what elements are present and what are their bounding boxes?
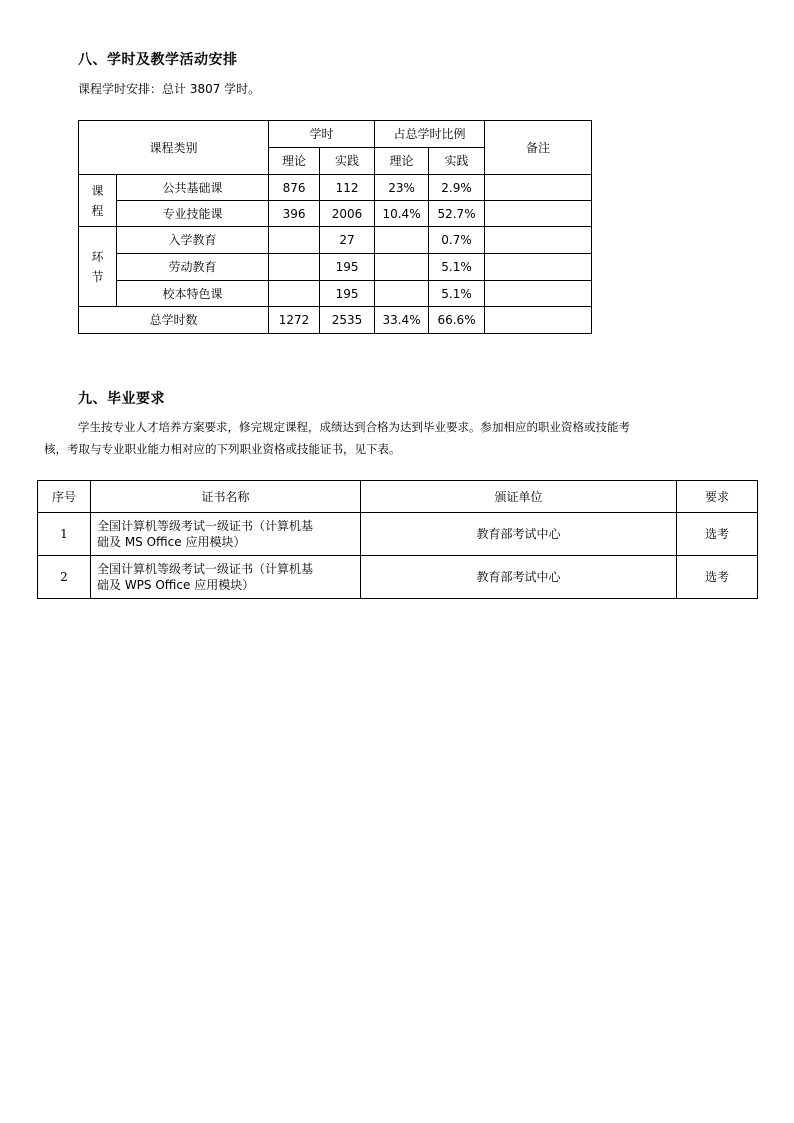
table-row — [79, 201, 592, 227]
table-row — [79, 175, 592, 201]
cert-name — [91, 556, 361, 599]
cert-name-line: 全国计算机等级考试一级证书（计算机基 — [97, 562, 314, 576]
cert-name-line: 础及 MS Office 应用模块） — [97, 535, 246, 549]
row-note — [485, 227, 592, 254]
row-name: 入学教育 — [117, 227, 269, 254]
hours-header-row — [79, 121, 592, 148]
cert-header-issuer: 颁证单位 — [361, 481, 677, 513]
cert-header-row — [38, 481, 758, 513]
header-category: 课程类别 — [79, 121, 269, 175]
group-link — [79, 227, 117, 307]
graduation-paragraph-line2: 核，考取与专业职业能力相对应的下列职业资格或技能证书，见下表。 — [44, 442, 401, 456]
table-row — [79, 281, 592, 307]
row-ratio-theory: 10.4% — [375, 201, 429, 227]
total-theory: 1272 — [269, 307, 320, 334]
graduation-paragraph-line1: 学生按专业人才培养方案要求，修完规定课程，成绩达到合格为达到毕业要求。参加相应的职业资格或技能考 — [78, 420, 630, 434]
cert-header-seq: 序号 — [38, 481, 91, 513]
group-course-char: 课 — [91, 183, 104, 198]
total-label: 总学时数 — [79, 307, 269, 334]
row-theory — [269, 254, 320, 281]
header-ratio-practice: 实践 — [429, 148, 485, 175]
row-theory: 876 — [269, 175, 320, 201]
row-ratio-theory — [375, 227, 429, 254]
cert-name-line: 全国计算机等级考试一级证书（计算机基 — [97, 519, 314, 533]
table-row — [38, 513, 758, 556]
hours-table — [78, 120, 592, 334]
row-practice: 195 — [320, 254, 375, 281]
row-name: 劳动教育 — [117, 254, 269, 281]
cert-seq: 2 — [38, 556, 91, 599]
hours-summary: 课程学时安排：总计 3807 学时。 — [78, 82, 261, 96]
row-ratio-theory — [375, 254, 429, 281]
row-practice: 195 — [320, 281, 375, 307]
table-row — [79, 254, 592, 281]
row-name: 公共基础课 — [117, 175, 269, 201]
header-theory: 理论 — [269, 148, 320, 175]
row-ratio-practice: 2.9% — [429, 175, 485, 201]
row-practice: 2006 — [320, 201, 375, 227]
group-link-char: 环 — [91, 249, 104, 264]
row-theory: 396 — [269, 201, 320, 227]
header-notes: 备注 — [485, 121, 592, 175]
cert-req: 选考 — [677, 513, 758, 556]
row-note — [485, 254, 592, 281]
row-ratio-practice: 5.1% — [429, 281, 485, 307]
section9-heading: 九、毕业要求 — [78, 391, 165, 407]
cert-issuer: 教育部考试中心 — [361, 513, 677, 556]
row-theory — [269, 227, 320, 254]
row-note — [485, 281, 592, 307]
header-practice: 实践 — [320, 148, 375, 175]
header-ratio: 占总学时比例 — [375, 121, 485, 148]
total-ratio-theory: 33.4% — [375, 307, 429, 334]
row-theory — [269, 281, 320, 307]
row-name: 专业技能课 — [117, 201, 269, 227]
group-course-char: 程 — [91, 203, 104, 218]
total-practice: 2535 — [320, 307, 375, 334]
row-ratio-theory: 23% — [375, 175, 429, 201]
cert-name-line: 础及 WPS Office 应用模块） — [97, 578, 255, 592]
table-row — [38, 556, 758, 599]
cert-header-name: 证书名称 — [91, 481, 361, 513]
cert-name — [91, 513, 361, 556]
table-row — [79, 227, 592, 254]
cert-header-req: 要求 — [677, 481, 758, 513]
row-ratio-practice: 52.7% — [429, 201, 485, 227]
cert-req: 选考 — [677, 556, 758, 599]
row-name: 校本特色课 — [117, 281, 269, 307]
row-note — [485, 201, 592, 227]
header-hours: 学时 — [269, 121, 375, 148]
total-ratio-practice: 66.6% — [429, 307, 485, 334]
row-practice: 112 — [320, 175, 375, 201]
row-ratio-practice: 0.7% — [429, 227, 485, 254]
row-ratio-theory — [375, 281, 429, 307]
cert-seq: 1 — [38, 513, 91, 556]
row-practice: 27 — [320, 227, 375, 254]
group-link-char: 节 — [91, 269, 104, 284]
header-ratio-theory: 理论 — [375, 148, 429, 175]
row-ratio-practice: 5.1% — [429, 254, 485, 281]
certificate-table — [37, 480, 758, 599]
total-note — [485, 307, 592, 334]
cert-issuer: 教育部考试中心 — [361, 556, 677, 599]
total-row — [79, 307, 592, 334]
row-note — [485, 175, 592, 201]
section8-heading: 八、学时及教学活动安排 — [78, 52, 238, 68]
group-course — [79, 175, 117, 227]
